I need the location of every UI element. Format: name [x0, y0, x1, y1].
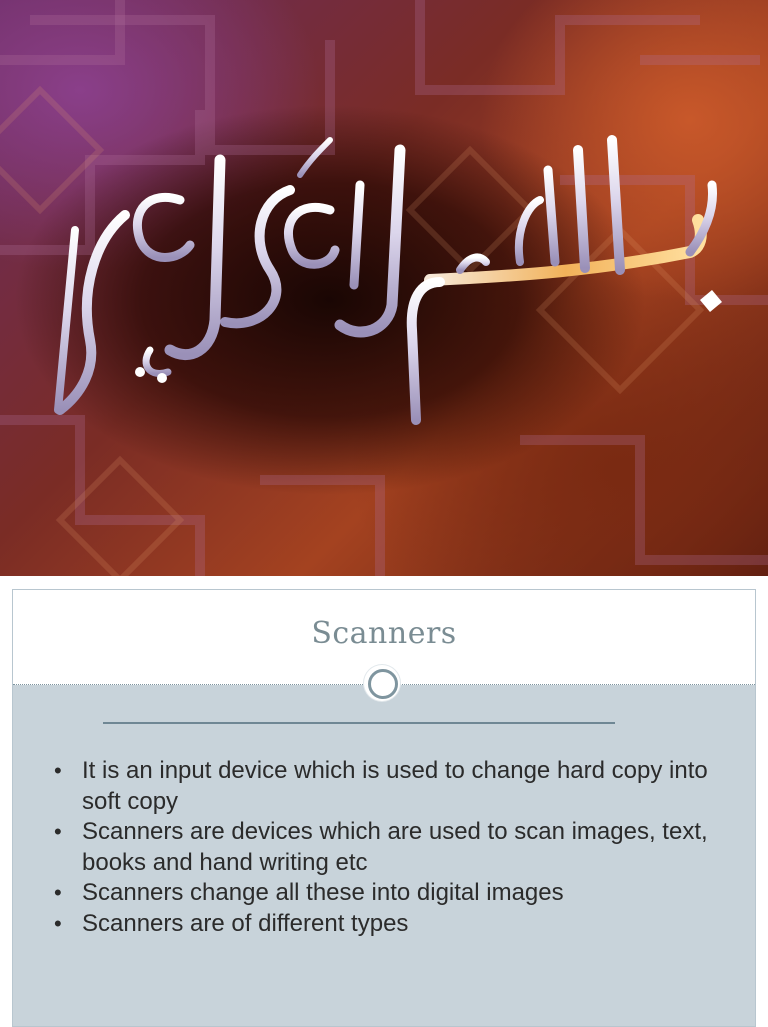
bullet-icon: •: [54, 880, 62, 905]
bullet-icon: •: [54, 758, 62, 783]
bullet-item: [51, 909, 731, 940]
ring-icon: [368, 669, 398, 699]
bullet-text: Scanners are of different types: [82, 909, 409, 937]
bullet-icon: •: [54, 910, 62, 936]
slide-title: Scanners: [311, 616, 457, 651]
slide-scanners: [12, 589, 756, 1027]
bullet-item: [51, 756, 731, 817]
bullet-text: It is an input device which is used to change hard copy into soft copy: [82, 757, 708, 815]
bullet-text: Scanners change all these into digital images: [82, 879, 564, 906]
bullet-icon: •: [54, 819, 62, 844]
circle-ornament-icon: [364, 665, 400, 701]
bullet-text: Scanners are devices which are used to scan images, text, books and hand writing etc: [82, 818, 708, 876]
bullet-list: [51, 756, 731, 939]
title-divider: [103, 722, 615, 724]
bullet-item: [51, 817, 731, 878]
bullet-item: [51, 878, 731, 909]
